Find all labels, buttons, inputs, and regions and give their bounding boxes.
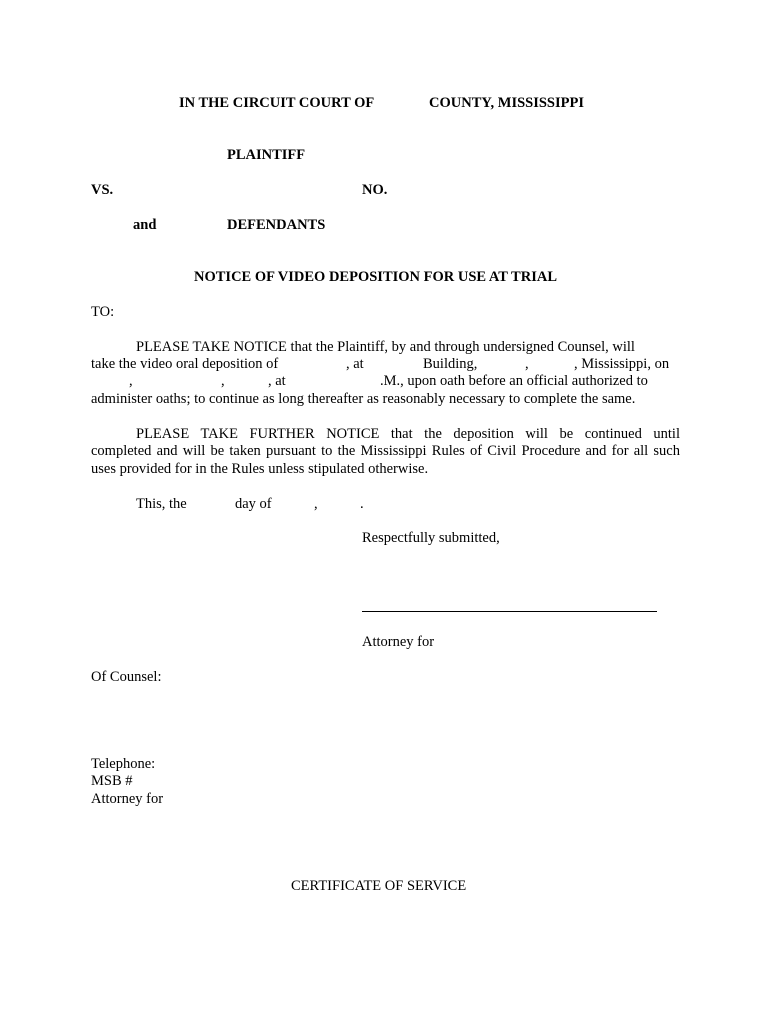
contact-attorney-for: Attorney for <box>91 791 164 807</box>
certificate-of-service-title: CERTIFICATE OF SERVICE <box>291 878 467 894</box>
notice-line3-part-a: , <box>129 373 133 389</box>
notice-line3-part-c: , at <box>268 373 286 389</box>
dated-comma: , <box>314 496 318 512</box>
respectfully-submitted: Respectfully submitted, <box>362 530 500 546</box>
notice-line2-part-e: , Mississippi, on <box>574 356 670 372</box>
notice-line3-part-b: , <box>221 373 225 389</box>
court-name-left: IN THE CIRCUIT COURT OF <box>179 95 375 111</box>
dated-day-of: day of <box>235 496 272 512</box>
msb-number-label: MSB # <box>91 773 133 789</box>
notice-paragraph-line1 <box>136 339 680 356</box>
of-counsel-label: Of Counsel: <box>91 669 162 685</box>
further-notice-line3: uses provided for in the Rules unless stipulated otherwise. <box>91 461 429 477</box>
vs-label: VS. <box>91 182 114 198</box>
to-label: TO: <box>91 304 115 320</box>
dated-period: . <box>360 496 364 512</box>
further-notice-line2: completed and will be taken pursuant to the Mississippi Rules of Civil Procedure and for all such <box>91 443 680 459</box>
signature-line <box>362 611 657 612</box>
signature-attorney-for: Attorney for <box>362 634 435 650</box>
further-notice-line1: PLEASE TAKE FURTHER NOTICE that the deposition will be continued until <box>136 426 680 442</box>
and-label: and <box>133 217 157 233</box>
plaintiff-label: PLAINTIFF <box>227 147 306 163</box>
notice-line2-part-c: Building, <box>423 356 478 372</box>
notice-line4: administer oaths; to continue as long thereafter as reasonably necessary to complete the same. <box>91 391 636 407</box>
court-county-right: COUNTY, MISSISSIPPI <box>429 95 584 111</box>
document-title: NOTICE OF VIDEO DEPOSITION FOR USE AT TRIAL <box>194 269 557 285</box>
notice-line2-part-a: take the video oral deposition of <box>91 356 279 372</box>
notice-line1-text: PLEASE TAKE NOTICE that the Plaintiff, by and through undersigned Counsel, will <box>136 339 635 355</box>
telephone-label: Telephone: <box>91 756 156 772</box>
notice-line3-part-d: .M., upon oath before an official authorized to <box>380 373 648 389</box>
notice-line2-part-b: , at <box>346 356 364 372</box>
defendants-label: DEFENDANTS <box>227 217 326 233</box>
notice-line2-part-d: , <box>525 356 529 372</box>
case-number-label: NO. <box>362 182 388 198</box>
dated-this-the: This, the <box>136 496 187 512</box>
